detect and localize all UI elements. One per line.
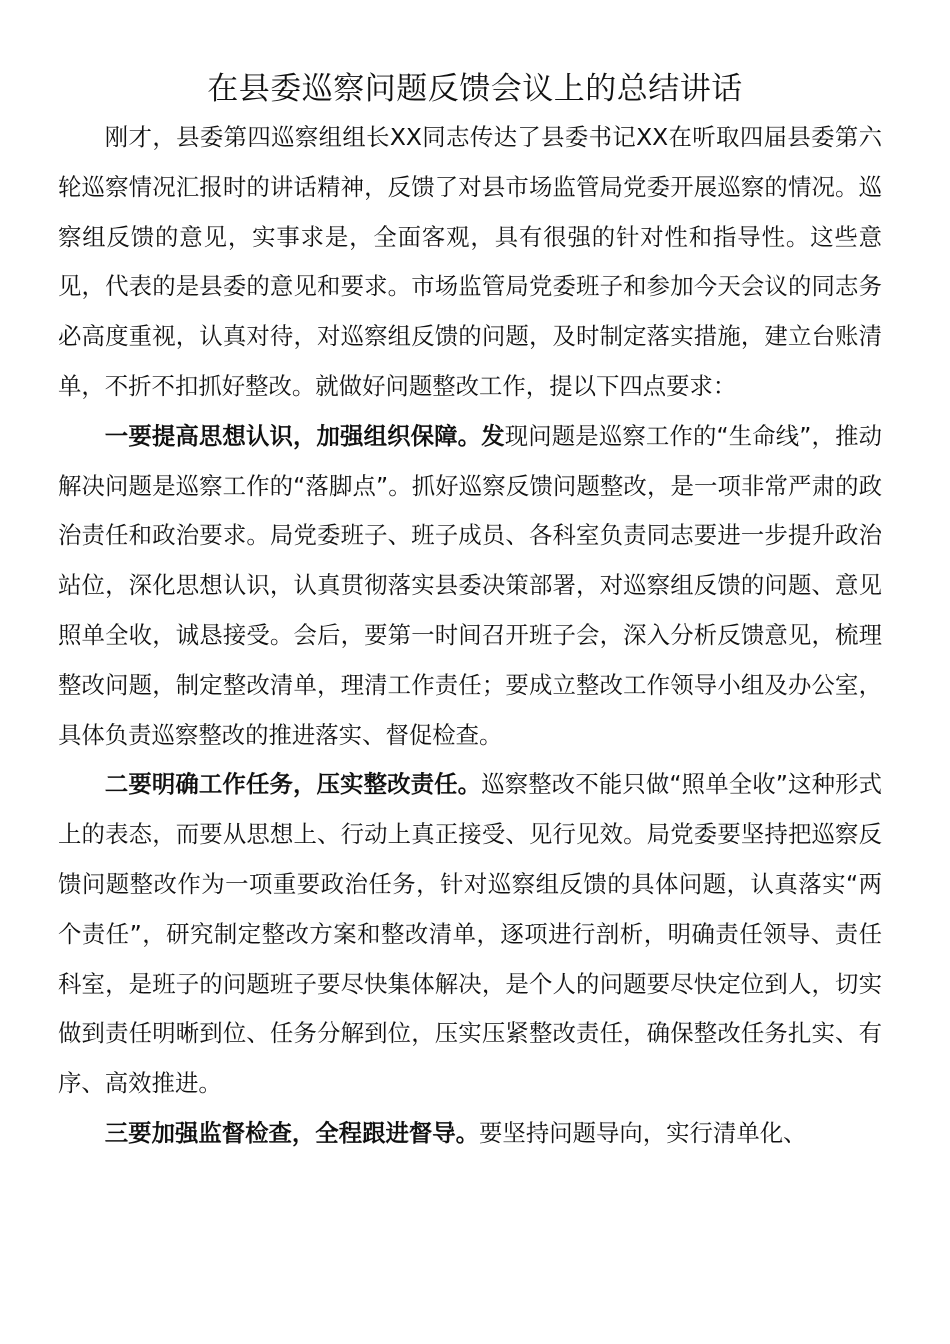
paragraph-text: 巡察整改不能只做“照单全收”这种形式上的表态，而要从思想上、行动上真正接受、见行见效。局党委要坚持把巡察反馈问题整改作为一项重要政治任务，针对巡察组反馈的具体问题，认真落实“两个责任”，研究制定整改方案和整改清单，逐项进行剖析，明确责任领导、责任科室，是班子的问题班子要尽快集体解决，是个人的问题要尽快定位到人，切实做到责任明晰到位、任务分解到位，压实压紧整改责任，确保整改任务扎实、有序、高效推进。 (58, 770, 883, 1098)
paragraph-lead: 二要明确工作任务，压实整改责任。 (104, 770, 482, 799)
paragraph-requirement-3 (58, 1109, 882, 1159)
paragraph-requirement-2 (58, 760, 882, 1109)
paragraph-lead: 三要加强监督检查，全程跟进督导。 (104, 1118, 480, 1147)
document-title: 在县委巡察问题反馈会议上的总结讲话 (207, 71, 743, 107)
paragraph-intro (58, 113, 882, 412)
paragraph-text: 刚才，县委第四巡察组组长XX同志传达了县委书记XX在听取四届县委第六轮巡察情况汇报时的讲话精神，反馈了对县市场监管局党委开展巡察的情况。巡察组反馈的意见，实事求是，全面客观，具有很强的针对性和指导性。这些意见，代表的是县委的意见和要求。市场监管局党委班子和参加今天会议的同志务必高度重视，认真对待，对巡察组反馈的问题，及时制定落实措施，建立台账清单，不折不扣抓好整改。就做好问题整改工作，提以下四点要求： (58, 123, 882, 400)
paragraph-lead: 一要提高思想认识，加强组织保障。发 (104, 421, 505, 450)
paragraph-text: 要坚持问题导向，实行清单化、 (479, 1118, 807, 1147)
paragraph-text: 现问题是巡察工作的“生命线”，推动解决问题是巡察工作的“落脚点”。抓好巡察反馈问题整改，是一项非常严肃的政治责任和政治要求。局党委班子、班子成员、各科室负责同志要进一步提升政治站位，深化思想认识，认真贯彻落实县委决策部署，对巡察组反馈的问题、意见照单全收，诚恳接受。会后，要第一时间召开班子会，深入分析反馈意见，梳理整改问题，制定整改清单，理清工作责任；要成立整改工作领导小组及办公室，具体负责巡察整改的推进落实、督促检查。 (58, 421, 882, 749)
paragraph-requirement-1 (58, 412, 882, 761)
document-body (58, 113, 882, 1159)
